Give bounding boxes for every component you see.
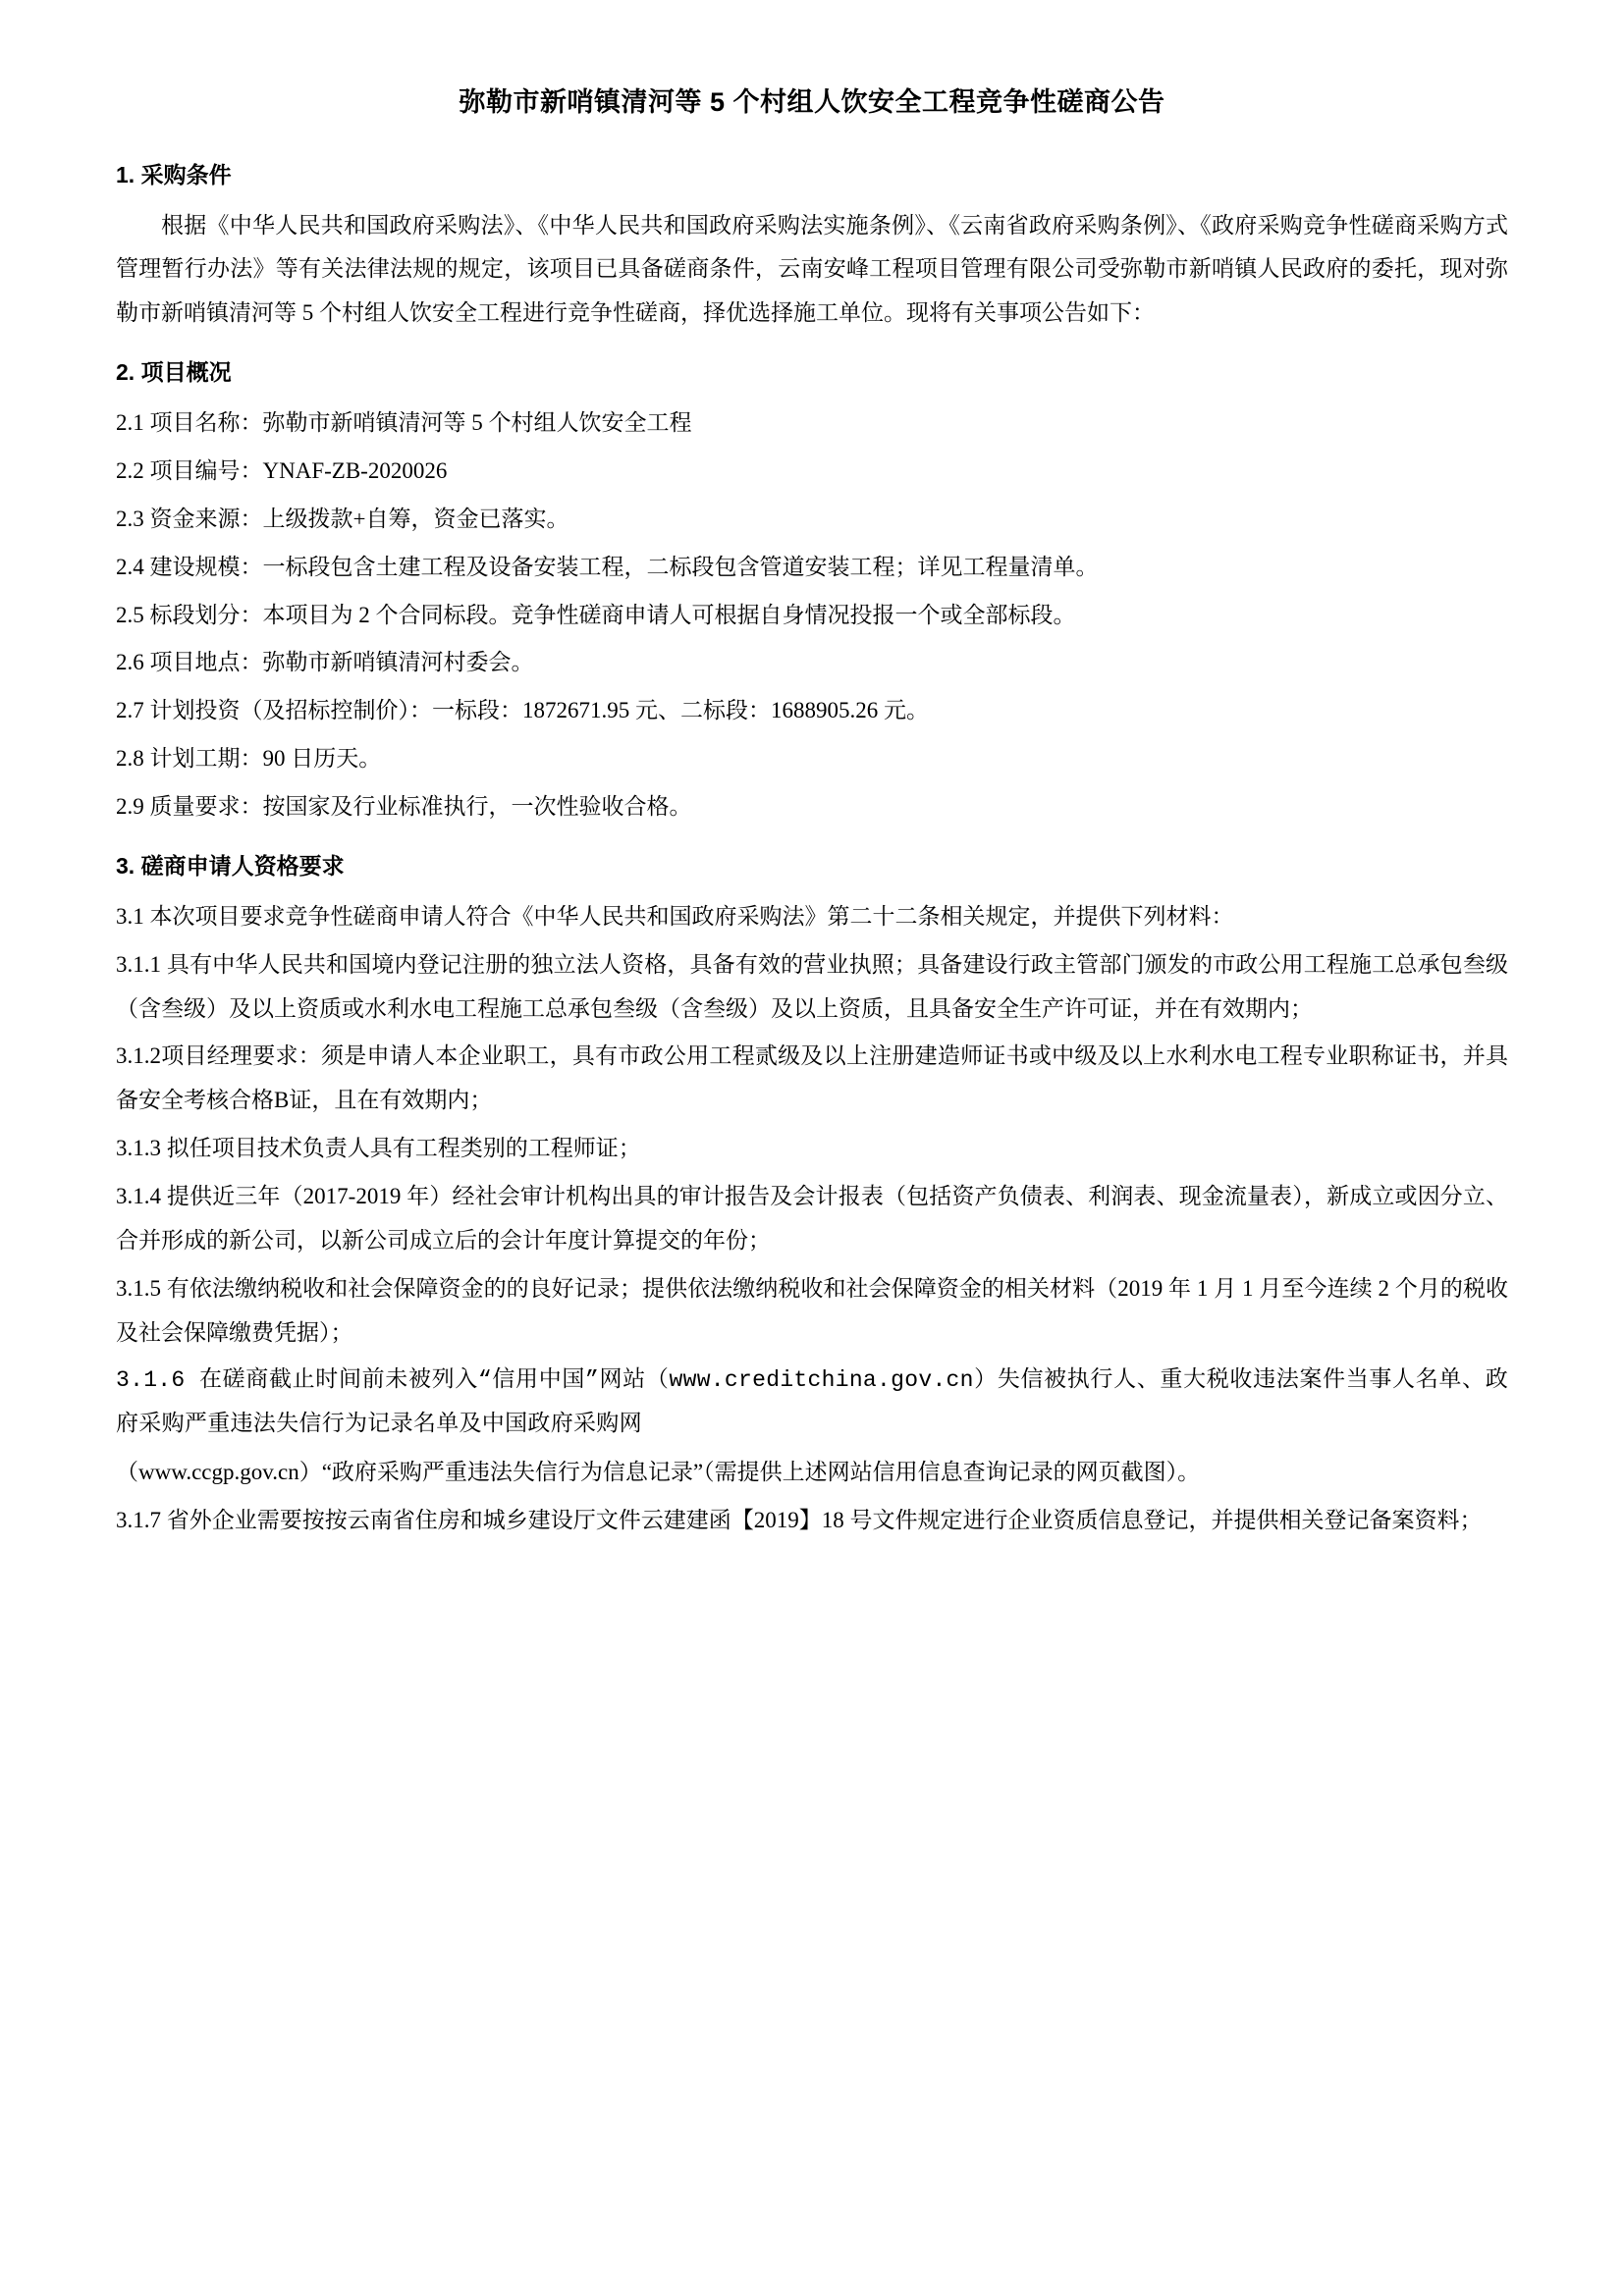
paragraph: 2.6 项目地点：弥勒市新哨镇清河村委会。 xyxy=(116,650,534,675)
section-heading: 3. 磋商申请人资格要求 xyxy=(116,852,345,879)
paragraph: 2.3 资金来源：上级拨款+自筹，资金已落实。 xyxy=(116,506,569,531)
paragraph: 3.1.6 在磋商截止时间前未被列入“信用中国”网站（www.creditchina.gov.cn）失信被执行人、重大税收违法案件当事人名单、政府采购严重违法失信行为记录名单及中国政府采购网 xyxy=(116,1367,1508,1438)
paragraph: 3.1.3 拟任项目技术负责人具有工程类别的工程师证； xyxy=(116,1136,641,1161)
paragraph: 3.1.5 有依法缴纳税收和社会保障资金的的良好记录；提供依法缴纳税收和社会保障资金的相关材料（2019 年 1 月 1 月至今连续 2 个月的税收及社会保障缴费凭据）； xyxy=(116,1275,1508,1345)
section-procurement-conditions xyxy=(116,156,1508,337)
paragraph: （www.ccgp.gov.cn）“政府采购严重违法失信行为信息记录”（需提供上述网站信用信息查询记录的网页截图）。 xyxy=(116,1460,1201,1485)
paragraph: 2.4 建设规模：一标段包含土建工程及设备安装工程，二标段包含管道安装工程；详见工程量清单。 xyxy=(116,554,1099,579)
paragraph: 2.7 计划投资（及招标控制价）：一标段：1872671.95 元、二标段：1688905.26 元。 xyxy=(116,698,929,723)
section-project-overview xyxy=(116,353,1508,829)
paragraph: 3.1.2项目经理要求：须是申请人本企业职工，具有市政公用工程贰级及以上注册建造师证书或中级及以上水利水电工程专业职称证书，并具备安全考核合格B证，且在有效期内； xyxy=(116,1043,1508,1113)
paragraph: 根据《中华人民共和国政府采购法》、《中华人民共和国政府采购法实施条例》、《云南省政府采购条例》、《政府采购竞争性磋商采购方式管理暂行办法》等有关法律法规的规定，该项目已具备磋商条件，云南安峰工程项目管理有限公司受弥勒市新哨镇人民政府的委托，现对弥勒市新哨镇清河等 5 个村组人饮安全工程进行竞争性磋商，择优选择施工单位。现将有关事项公告如下： xyxy=(116,212,1508,326)
paragraph: 3.1.1 具有中华人民共和国境内登记注册的独立法人资格，具备有效的营业执照；具备建设行政主管部门颁发的市政公用工程施工总承包叁级（含叁级）及以上资质或水利水电工程施工总承包叁级（含叁级）及以上资质，且具备安全生产许可证，并在有效期内； xyxy=(116,951,1508,1021)
page-title: 弥勒市新哨镇清河等 5 个村组人饮安全工程竞争性磋商公告 xyxy=(459,87,1165,117)
paragraph: 2.8 计划工期：90 日历天。 xyxy=(116,746,382,772)
paragraph: 3.1.4 提供近三年（2017-2019 年）经社会审计机构出具的审计报告及会计报表（包括资产负债表、利润表、现金流量表），新成立或因分立、合并形成的新公司，以新公司成立后的会计年度计算提交的年份； xyxy=(116,1183,1508,1253)
paragraph: 2.9 质量要求：按国家及行业标准执行，一次性验收合格。 xyxy=(116,793,692,819)
section-heading: 1. 采购条件 xyxy=(116,161,232,187)
section-heading: 2. 项目概况 xyxy=(116,359,232,386)
paragraph: 2.1 项目名称：弥勒市新哨镇清河等 5 个村组人饮安全工程 xyxy=(116,410,692,436)
section-qualification-requirements xyxy=(116,847,1508,1543)
paragraph: 3.1 本次项目要求竞争性磋商申请人符合《中华人民共和国政府采购法》第二十二条相关规定，并提供下列材料： xyxy=(116,903,1234,929)
paragraph: 3.1.7 省外企业需要按按云南省住房和城乡建设厅文件云建建函【2019】18 号文件规定进行企业资质信息登记，并提供相关登记备案资料； xyxy=(116,1507,1483,1532)
paragraph: 2.5 标段划分：本项目为 2 个合同标段。竞争性磋商申请人可根据自身情况投报一个或全部标段。 xyxy=(116,602,1076,627)
paragraph: 2.2 项目编号：YNAF-ZB-2020026 xyxy=(116,458,448,484)
